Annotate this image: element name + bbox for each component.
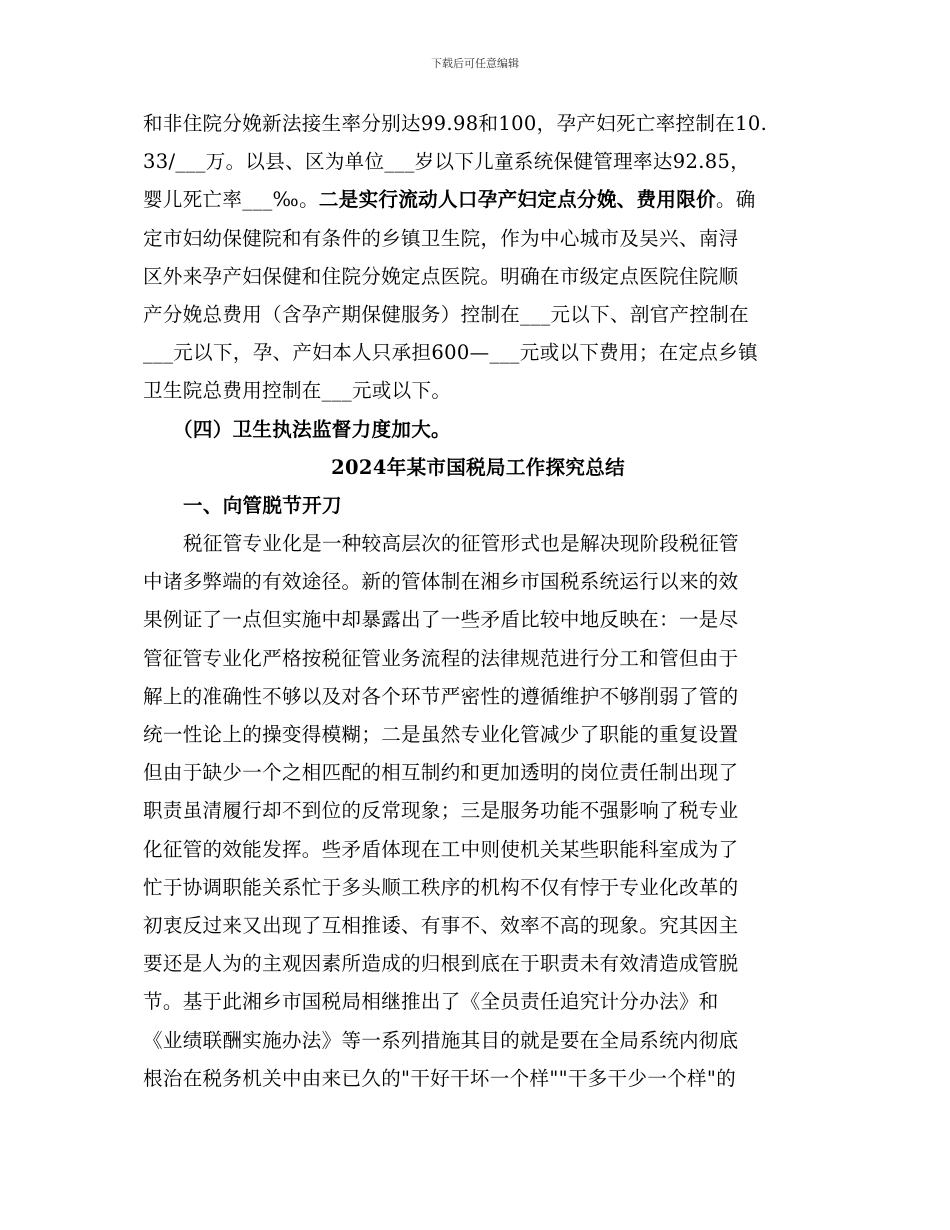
text-run: 定市妇幼保健院和有条件的乡镇卫生院，作为中心城市及吴兴、南浔: [143, 226, 739, 250]
text-run: 区外来孕产妇保健和住院分娩定点医院。明确在市级定点医院住院顺: [143, 264, 739, 288]
text-run: 但由于缺少一个之相匹配的相互制约和更加透明的岗位责任制出现了: [143, 761, 739, 785]
text-line: [143, 143, 813, 181]
text-line: [143, 907, 813, 945]
text-line: [143, 678, 813, 716]
text-run: 统一性论上的操变得模糊；二是虽然专业化管减少了职能的重复设置: [143, 723, 739, 746]
text-line: [143, 372, 813, 410]
text-line: [143, 181, 813, 219]
text-line: [143, 334, 813, 372]
text-run: 节。基于此湘乡市国税局相继推出了《全员责任追究计分办法》和: [143, 990, 719, 1014]
text-run: 和非住院分娩新法接生率分别达99.98和100，孕产妇死亡率控制在10.: [143, 112, 768, 135]
text-run: （四）卫生执法监督力度加大。: [173, 417, 451, 441]
text-line: [143, 220, 813, 258]
text-line: [143, 411, 813, 449]
text-run: 解上的准确性不够以及对各个环节严密性的遵循维护不够削弱了管的: [143, 684, 739, 708]
text-line: [143, 640, 813, 678]
text-line: [143, 258, 813, 296]
text-line: [143, 754, 813, 792]
text-run: 化征管的效能发挥。些矛盾体现在工中则使机关某些职能科室成为了: [143, 837, 739, 861]
text-line: [143, 525, 813, 563]
text-run: 《业绩联酬实施办法》等一系列措施其目的就是要在全局系统内彻底: [143, 1028, 739, 1052]
text-run: 初衷反过来又出现了互相推诿、有事不、效率不高的现象。究其因主: [143, 913, 739, 937]
page-header: 下载后可任意编辑: [431, 57, 519, 70]
document-body: [143, 105, 813, 1098]
text-run: 婴儿死亡率___‰。: [143, 188, 319, 212]
text-run: ___元以下，孕、产妇本人只承担600—___元或以下费用；在定点乡镇: [143, 341, 758, 365]
text-line: [143, 601, 813, 639]
text-line: [143, 1022, 813, 1060]
text-run: 税征管专业化是一种较高层次的征管形式也是解决现阶段税征管: [183, 532, 739, 556]
text-run: 33/___万。以县、区为单位___岁以下儿童系统保健管理率达92.85，: [143, 150, 751, 174]
text-run: 卫生院总费用控制在___元或以下。: [143, 379, 452, 403]
text-run: 2024年某市国税局工作探究总结: [331, 455, 625, 479]
text-run: 果例证了一点但实施中却暴露出了一些矛盾比较中地反映在：一是尽: [143, 608, 739, 632]
text-line: [143, 716, 813, 754]
text-line: [143, 105, 813, 143]
text-line: [143, 296, 813, 334]
text-run: 。确: [715, 188, 756, 212]
text-run: 中诸多弊端的有效途径。新的管体制在湘乡市国税系统运行以来的效: [143, 570, 739, 594]
text-run: 要还是人为的主观因素所造成的归根到底在于职责未有效清造成管脱: [143, 952, 739, 976]
text-run: 忙于协调职能关系忙于多头顺工秩序的机构不仅有悖于专业化改革的: [143, 875, 739, 899]
text-line: [143, 869, 813, 907]
text-run: 管征管专业化严格按税征管业务流程的法律规范进行分工和管但由于: [143, 646, 739, 670]
text-line: [143, 792, 813, 830]
bold-text-run: 二是实行流动人口孕产妇定点分娩、费用限价: [318, 188, 716, 212]
text-run: 产分娩总费用（含孕产期保健服务）控制在___元以下、剖官产控制在: [143, 302, 749, 326]
text-run: 根治在税务机关中由来已久的"干好干坏一个样""干多干少一个样"的: [143, 1066, 737, 1090]
text-run: 一、向管脱节开刀: [183, 493, 342, 517]
text-line: [143, 945, 813, 983]
text-line: [143, 983, 813, 1021]
text-line: [143, 831, 813, 869]
text-line: [143, 1060, 813, 1098]
text-line: [143, 449, 813, 487]
text-line: [143, 563, 813, 601]
text-run: 职责虽清履行却不到位的反常现象；三是服务功能不强影响了税专业: [143, 799, 739, 823]
text-line: [143, 487, 813, 525]
